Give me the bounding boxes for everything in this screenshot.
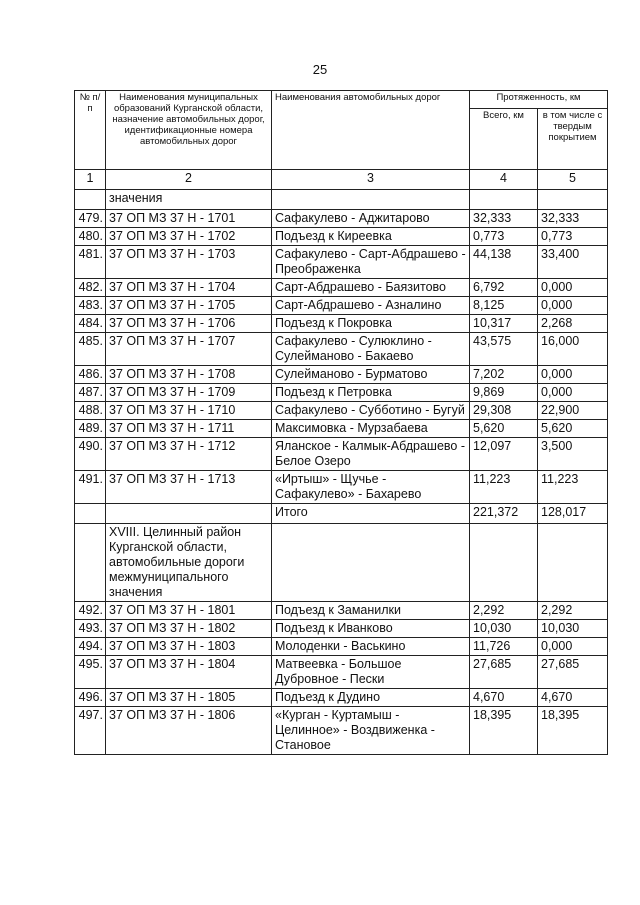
length-total: 44,138 bbox=[470, 246, 538, 279]
road-id: 37 ОП МЗ 37 Н - 1711 bbox=[106, 420, 272, 438]
length-total: 12,097 bbox=[470, 438, 538, 471]
row-number: 482. bbox=[75, 279, 106, 297]
roads-table bbox=[74, 90, 608, 755]
length-paved: 2,292 bbox=[538, 602, 608, 620]
road-name: Подъезд к Киреевка bbox=[272, 228, 470, 246]
road-name: Подъезд к Иванково bbox=[272, 620, 470, 638]
column-number: 4 bbox=[470, 170, 538, 190]
road-id: 37 ОП МЗ 37 Н - 1707 bbox=[106, 333, 272, 366]
column-number-row bbox=[75, 170, 608, 190]
length-total: 10,030 bbox=[470, 620, 538, 638]
header-municipality: Наименования муниципальных образований Курганской области, назначение автомобильных дорог, идентификационные номера автомобильных дорог bbox=[106, 91, 272, 170]
row-number: 483. bbox=[75, 297, 106, 315]
total-sum: 221,372 bbox=[470, 504, 538, 524]
header-length: Протяженность, км bbox=[470, 91, 608, 109]
table-row bbox=[75, 315, 608, 333]
row-number: 494. bbox=[75, 638, 106, 656]
road-name: Подъезд к Покровка bbox=[272, 315, 470, 333]
length-total: 7,202 bbox=[470, 366, 538, 384]
road-name: «Курган - Куртамыш - Целинное» - Воздвиженка - Становое bbox=[272, 707, 470, 755]
road-name: «Иртыш» - Щучье - Сафакулево» - Бахарево bbox=[272, 471, 470, 504]
row-number: 485. bbox=[75, 333, 106, 366]
table-row bbox=[75, 707, 608, 755]
row-number: 490. bbox=[75, 438, 106, 471]
row-number: 486. bbox=[75, 366, 106, 384]
road-name: Сафакулево - Аджитарово bbox=[272, 210, 470, 228]
table-row bbox=[75, 279, 608, 297]
table-row bbox=[75, 638, 608, 656]
road-id: 37 ОП МЗ 37 Н - 1706 bbox=[106, 315, 272, 333]
length-total: 9,869 bbox=[470, 384, 538, 402]
road-name: Сафакулево - Субботино - Бугуй bbox=[272, 402, 470, 420]
road-name: Максимовка - Мурзабаева bbox=[272, 420, 470, 438]
length-paved: 18,395 bbox=[538, 707, 608, 755]
length-paved: 0,773 bbox=[538, 228, 608, 246]
road-id: 37 ОП МЗ 37 Н - 1709 bbox=[106, 384, 272, 402]
table-row bbox=[75, 366, 608, 384]
table-row bbox=[75, 438, 608, 471]
road-id: 37 ОП МЗ 37 Н - 1705 bbox=[106, 297, 272, 315]
row-number: 489. bbox=[75, 420, 106, 438]
road-name: Сафакулево - Сулюклино - Сулейманово - Бакаево bbox=[272, 333, 470, 366]
paved-sum: 128,017 bbox=[538, 504, 608, 524]
road-name: Подъезд к Дудино bbox=[272, 689, 470, 707]
row-number: 487. bbox=[75, 384, 106, 402]
section-title: XVIII. Целинный район Курганской области, автомобильные дороги межмуниципального значения bbox=[106, 524, 272, 602]
road-name: Сарт-Абдрашево - Баязитово bbox=[272, 279, 470, 297]
continuation-row bbox=[75, 190, 608, 210]
row-number: 481. bbox=[75, 246, 106, 279]
header-num: № п/п bbox=[75, 91, 106, 170]
length-paved: 0,000 bbox=[538, 384, 608, 402]
road-name: Молоденки - Васькино bbox=[272, 638, 470, 656]
table-row bbox=[75, 384, 608, 402]
table-row bbox=[75, 246, 608, 279]
length-paved: 3,500 bbox=[538, 438, 608, 471]
road-id: 37 ОП МЗ 37 Н - 1702 bbox=[106, 228, 272, 246]
table-row bbox=[75, 402, 608, 420]
road-id: 37 ОП МЗ 37 Н - 1704 bbox=[106, 279, 272, 297]
total-row bbox=[75, 504, 608, 524]
table-row bbox=[75, 689, 608, 707]
length-total: 27,685 bbox=[470, 656, 538, 689]
road-id: 37 ОП МЗ 37 Н - 1713 bbox=[106, 471, 272, 504]
total-label: Итого bbox=[272, 504, 470, 524]
row-number: 491. bbox=[75, 471, 106, 504]
length-total: 32,333 bbox=[470, 210, 538, 228]
length-paved: 16,000 bbox=[538, 333, 608, 366]
road-id: 37 ОП МЗ 37 Н - 1804 bbox=[106, 656, 272, 689]
road-id: 37 ОП МЗ 37 Н - 1708 bbox=[106, 366, 272, 384]
road-id: 37 ОП МЗ 37 Н - 1710 bbox=[106, 402, 272, 420]
length-paved: 0,000 bbox=[538, 297, 608, 315]
row-number: 493. bbox=[75, 620, 106, 638]
row-number: 496. bbox=[75, 689, 106, 707]
length-paved: 22,900 bbox=[538, 402, 608, 420]
road-name: Сафакулево - Сарт-Абдрашево - Преображенка bbox=[272, 246, 470, 279]
header-row bbox=[75, 91, 608, 109]
table-row bbox=[75, 333, 608, 366]
column-number: 3 bbox=[272, 170, 470, 190]
column-number: 5 bbox=[538, 170, 608, 190]
table-row bbox=[75, 620, 608, 638]
road-name: Подъезд к Заманилки bbox=[272, 602, 470, 620]
table-row bbox=[75, 471, 608, 504]
header-road-name: Наименования автомобильных дорог bbox=[272, 91, 470, 170]
continuation-text: значения bbox=[106, 190, 272, 210]
road-name: Подъезд к Петровка bbox=[272, 384, 470, 402]
road-name: Сулейманово - Бурматово bbox=[272, 366, 470, 384]
road-id: 37 ОП МЗ 37 Н - 1803 bbox=[106, 638, 272, 656]
road-id: 37 ОП МЗ 37 Н - 1802 bbox=[106, 620, 272, 638]
length-paved: 11,223 bbox=[538, 471, 608, 504]
length-paved: 33,400 bbox=[538, 246, 608, 279]
table-row bbox=[75, 420, 608, 438]
road-id: 37 ОП МЗ 37 Н - 1801 bbox=[106, 602, 272, 620]
road-name: Яланское - Калмык-Абдрашево - Белое Озеро bbox=[272, 438, 470, 471]
row-number: 488. bbox=[75, 402, 106, 420]
table-body bbox=[75, 91, 608, 755]
length-total: 11,726 bbox=[470, 638, 538, 656]
row-number: 495. bbox=[75, 656, 106, 689]
row-number: 480. bbox=[75, 228, 106, 246]
road-id: 37 ОП МЗ 37 Н - 1806 bbox=[106, 707, 272, 755]
page-number: 25 bbox=[312, 62, 328, 77]
table-row bbox=[75, 210, 608, 228]
length-total: 8,125 bbox=[470, 297, 538, 315]
length-paved: 0,000 bbox=[538, 366, 608, 384]
table-row bbox=[75, 297, 608, 315]
length-total: 5,620 bbox=[470, 420, 538, 438]
road-id: 37 ОП МЗ 37 Н - 1701 bbox=[106, 210, 272, 228]
road-id: 37 ОП МЗ 37 Н - 1712 bbox=[106, 438, 272, 471]
header-total: Всего, км bbox=[470, 109, 538, 170]
column-number: 1 bbox=[75, 170, 106, 190]
length-total: 6,792 bbox=[470, 279, 538, 297]
length-total: 11,223 bbox=[470, 471, 538, 504]
column-number: 2 bbox=[106, 170, 272, 190]
length-total: 0,773 bbox=[470, 228, 538, 246]
road-name: Матвеевка - Большое Дубровное - Пески bbox=[272, 656, 470, 689]
road-id: 37 ОП МЗ 37 Н - 1805 bbox=[106, 689, 272, 707]
length-total: 2,292 bbox=[470, 602, 538, 620]
row-number: 497. bbox=[75, 707, 106, 755]
row-number: 479. bbox=[75, 210, 106, 228]
length-paved: 0,000 bbox=[538, 638, 608, 656]
row-number: 492. bbox=[75, 602, 106, 620]
table-row bbox=[75, 228, 608, 246]
length-total: 18,395 bbox=[470, 707, 538, 755]
length-paved: 2,268 bbox=[538, 315, 608, 333]
length-paved: 0,000 bbox=[538, 279, 608, 297]
header-paved: в том числе с твердым покрытием bbox=[538, 109, 608, 170]
section-row bbox=[75, 524, 608, 602]
length-paved: 5,620 bbox=[538, 420, 608, 438]
length-total: 4,670 bbox=[470, 689, 538, 707]
table-row bbox=[75, 656, 608, 689]
road-id: 37 ОП МЗ 37 Н - 1703 bbox=[106, 246, 272, 279]
length-paved: 10,030 bbox=[538, 620, 608, 638]
length-paved: 27,685 bbox=[538, 656, 608, 689]
length-paved: 4,670 bbox=[538, 689, 608, 707]
length-paved: 32,333 bbox=[538, 210, 608, 228]
table-row bbox=[75, 602, 608, 620]
length-total: 10,317 bbox=[470, 315, 538, 333]
length-total: 43,575 bbox=[470, 333, 538, 366]
row-number: 484. bbox=[75, 315, 106, 333]
road-name: Сарт-Абдрашево - Азналино bbox=[272, 297, 470, 315]
length-total: 29,308 bbox=[470, 402, 538, 420]
